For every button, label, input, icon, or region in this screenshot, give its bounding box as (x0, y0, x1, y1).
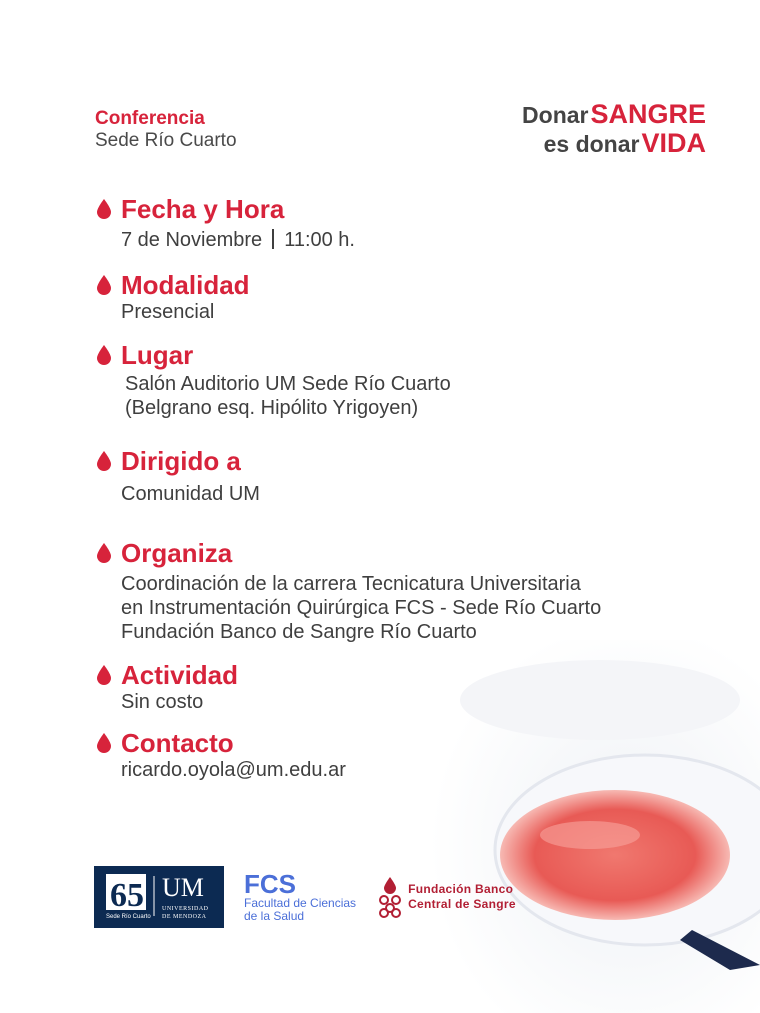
um-sede-label: Sede Río Cuarto (106, 914, 151, 920)
section-title: Contacto (121, 728, 234, 758)
slogan (506, 100, 706, 158)
section-title: Actividad (121, 660, 239, 690)
modalidad-value: Presencial (121, 301, 215, 323)
section-actividad (95, 660, 238, 714)
fundacion-banco-sangre-logo (378, 875, 516, 919)
fbc-name-line2: Central de Sangre (408, 897, 516, 911)
venue-address: (Belgrano esq. Hipólito Yrigoyen) (125, 397, 419, 419)
blood-drop-icon (95, 542, 113, 564)
contact-email[interactable]: ricardo.oyola@um.edu.ar (121, 759, 346, 781)
section-title: Fecha y Hora (121, 194, 285, 224)
divider (272, 229, 274, 249)
fbc-name-line1: Fundación Banco (408, 882, 514, 896)
fcs-abbr: FCS (244, 869, 296, 899)
blood-drop-icon (95, 198, 113, 220)
section-title: Organiza (121, 538, 233, 568)
fcs-name-line1: Facultad de Ciencias (244, 896, 357, 910)
section-lugar (95, 340, 451, 420)
blood-drop-icon (95, 732, 113, 754)
um-name-line1: UNIVERSIDAD (162, 906, 209, 912)
section-title: Lugar (121, 340, 194, 370)
blood-drop-people-icon (378, 875, 402, 919)
section-modalidad (95, 270, 250, 324)
audience-value: Comunidad UM (121, 483, 260, 505)
slogan-line2-prefix: es donar (543, 131, 640, 157)
blood-drop-icon (95, 664, 113, 686)
slogan-line2-highlight: VIDA (641, 128, 706, 158)
um-name-line2: DE MENDOZA (162, 914, 207, 920)
event-time: 11:00 h. (284, 229, 355, 251)
event-date: 7 de Noviembre (121, 229, 263, 251)
section-contacto (95, 728, 346, 782)
event-location: Sede Río Cuarto (95, 130, 237, 151)
section-fecha-hora (95, 194, 355, 252)
event-header (95, 108, 237, 152)
section-organiza (95, 538, 601, 644)
organizer-line: en Instrumentación Quirúrgica FCS - Sede Río Cuarto (121, 597, 602, 619)
section-title: Modalidad (121, 270, 250, 300)
blood-drop-icon (95, 450, 113, 472)
organizer-line: Coordinación de la carrera Tecnicatura Universitaria (121, 573, 581, 595)
um-logo (94, 866, 224, 928)
fcs-name-line2: de la Salud (244, 909, 305, 923)
section-dirigido (95, 446, 260, 506)
event-type: Conferencia (95, 108, 205, 129)
fcs-logo (244, 871, 356, 923)
slogan-line1-prefix: Donar (522, 102, 589, 128)
organizer-line: Fundación Banco de Sangre Río Cuarto (121, 621, 477, 643)
venue-name: Salón Auditorio UM Sede Río Cuarto (125, 373, 451, 395)
section-title: Dirigido a (121, 446, 241, 476)
blood-drop-icon (95, 274, 113, 296)
svg-text:65: 65 (110, 877, 144, 914)
um-mark: UM (162, 873, 204, 902)
slogan-line1-highlight: SANGRE (590, 99, 706, 129)
cost-value: Sin costo (121, 691, 204, 713)
petri-dish-photo (430, 640, 760, 1013)
blood-drop-icon (95, 344, 113, 366)
sponsor-logos (94, 866, 516, 928)
